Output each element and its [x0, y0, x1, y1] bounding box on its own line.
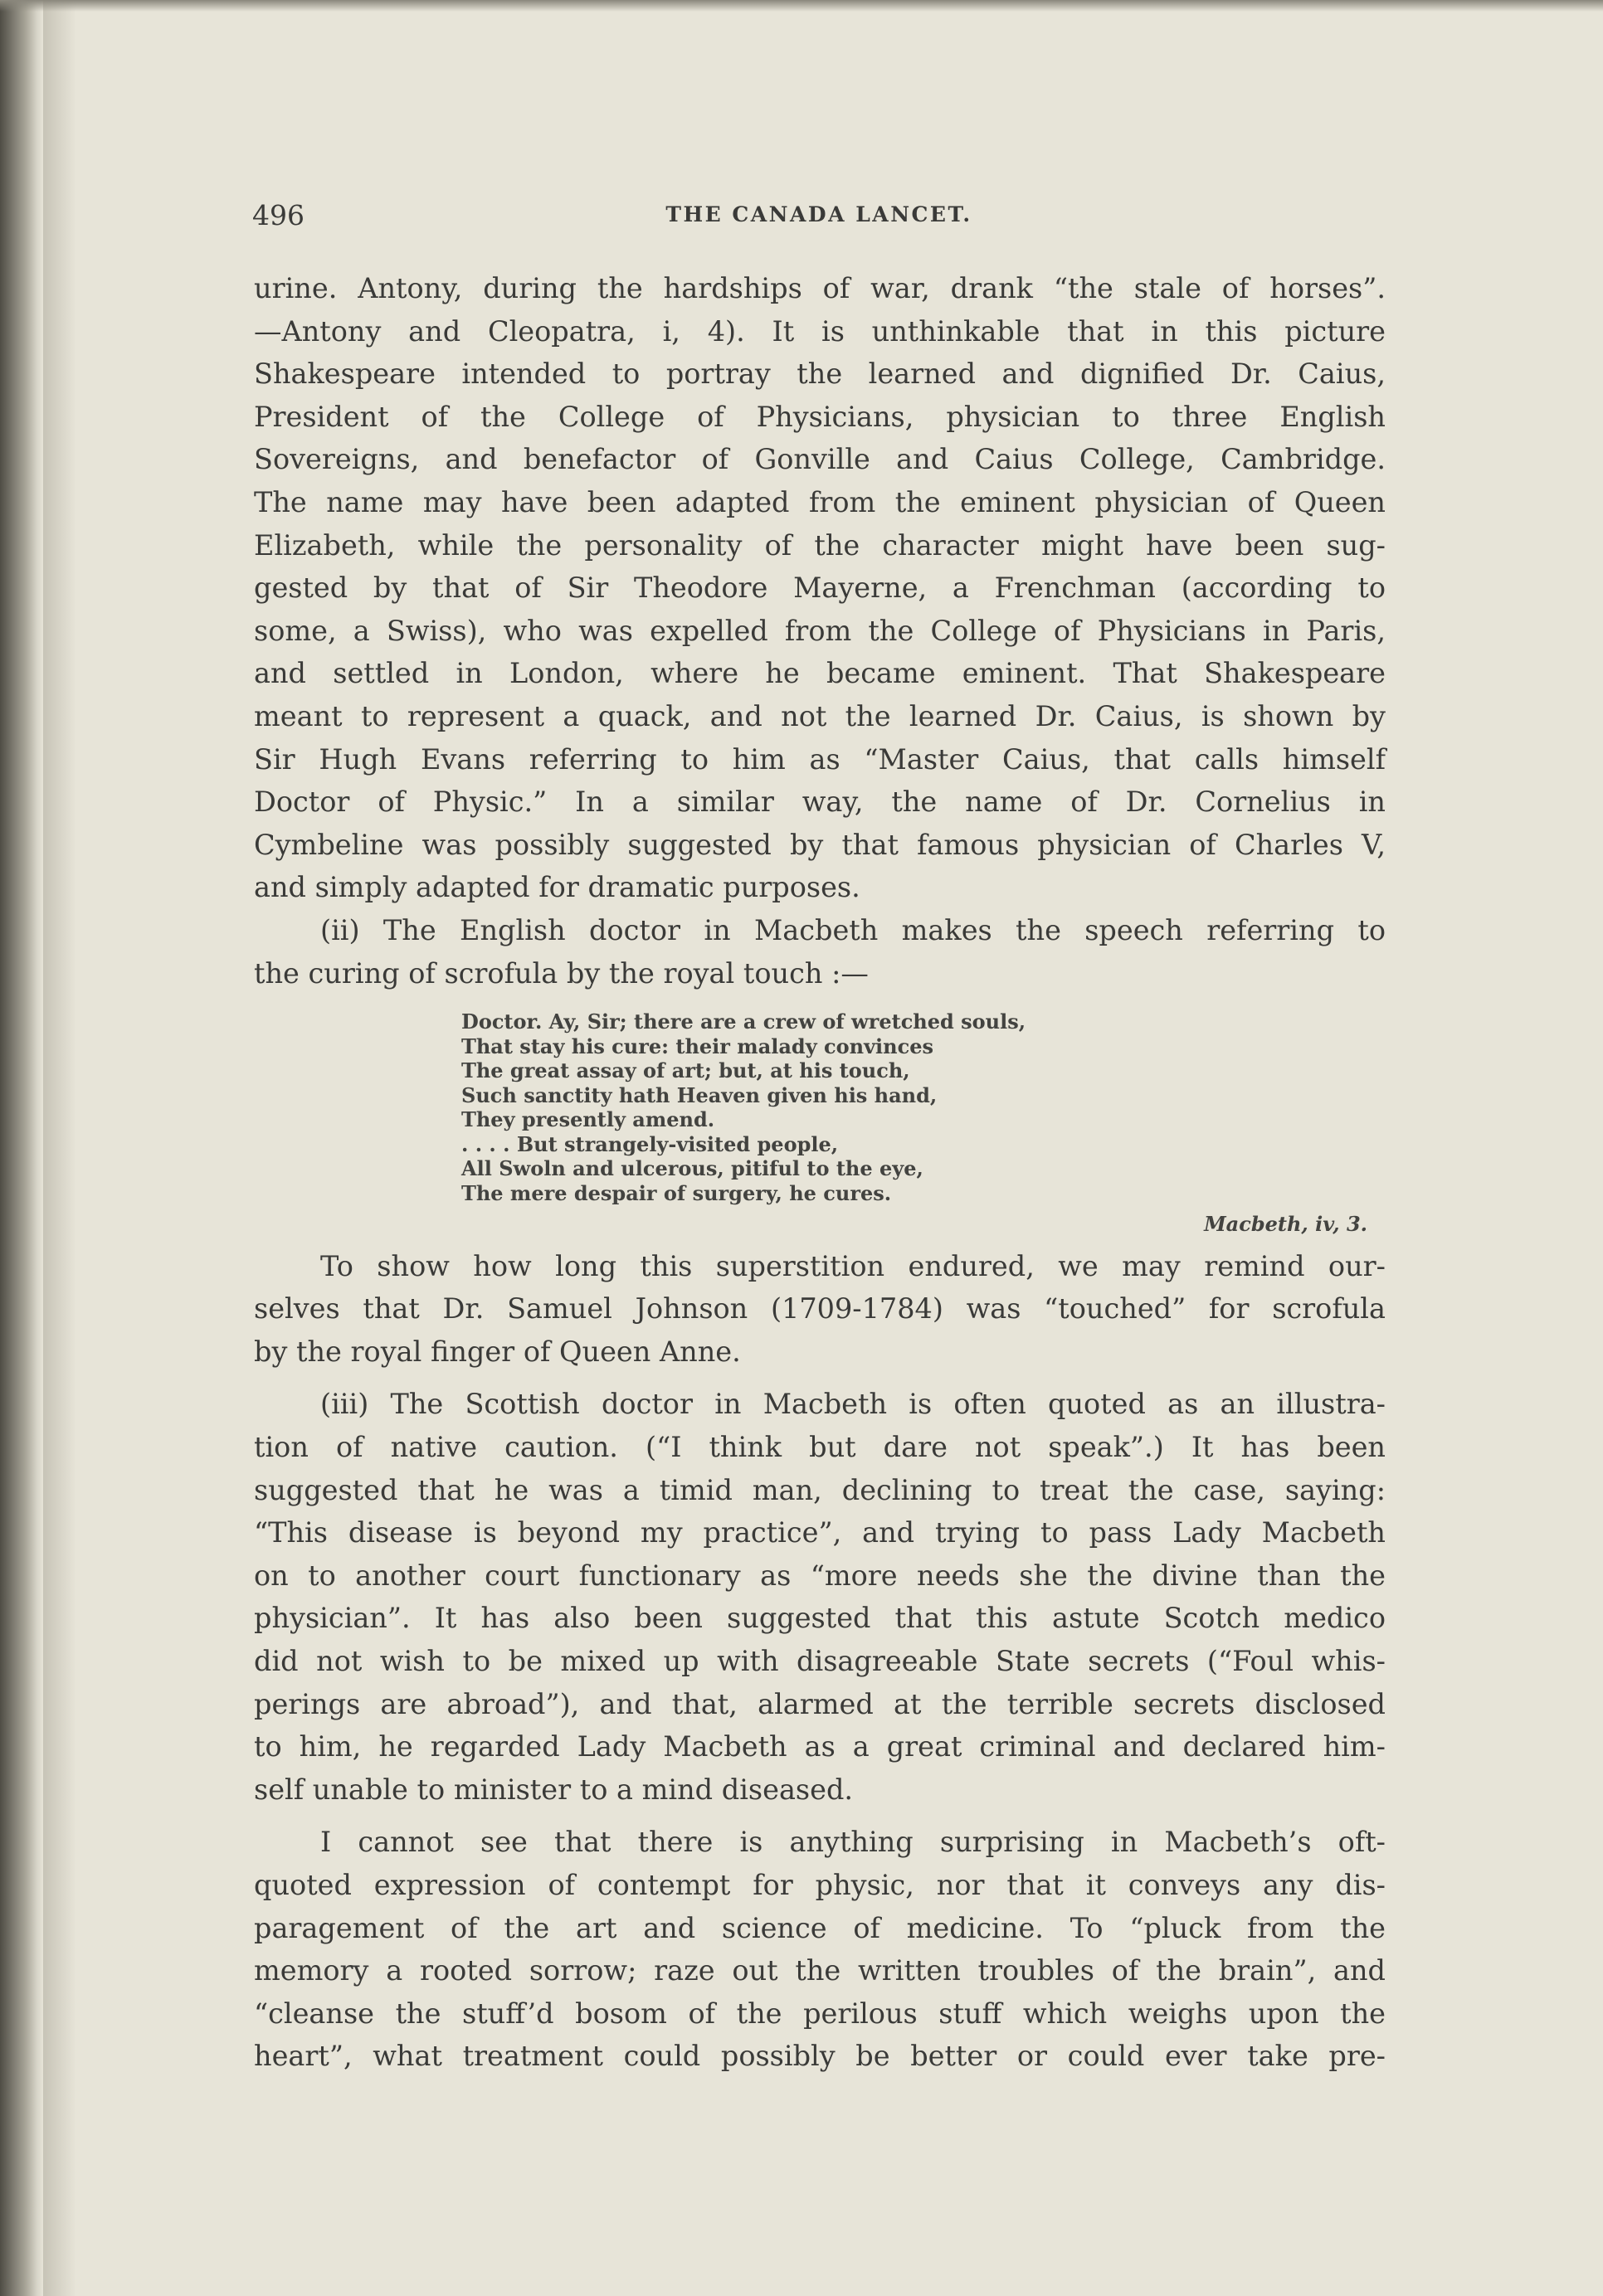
paragraph-4	[254, 1383, 1386, 1811]
quote-line: Doctor. Ay, Sir; there are a crew of wretched souls,	[461, 1009, 1026, 1034]
text-line: suggested that he was a timid man, declining to treat the case, saying:	[254, 1473, 1386, 1506]
text-line: did not wish to be mixed up with disagreeable State secrets (“Foul whis-	[254, 1644, 1386, 1677]
page-header	[252, 194, 1386, 244]
text-line: “cleanse the stuff’d bosom of the perilous stuff which weighs upon the	[254, 1997, 1386, 2030]
text-line: some, a Swiss), who was expelled from the College of Physicians in Paris,	[254, 614, 1386, 647]
text-line: (iii) The Scottish doctor in Macbeth is often quoted as an illustra-	[320, 1388, 1386, 1421]
text-line: —Antony and Cleopatra, i, 4). It is unthinkable that in this picture	[254, 314, 1386, 348]
quote-line: They presently amend.	[461, 1107, 715, 1132]
quote-line: The mere despair of surgery, he cures.	[461, 1180, 892, 1205]
text-line: paragement of the art and science of medicine. To “pluck from the	[254, 1911, 1386, 1944]
text-line: Elizabeth, while the personality of the character might have been sug-	[254, 528, 1386, 562]
paragraph-gap	[254, 1373, 1386, 1383]
text-line: President of the College of Physicians, physician to three English	[254, 400, 1386, 433]
text-line: urine. Antony, during the hardships of war, drank “the stale of horses”.	[254, 272, 1386, 304]
text-line: selves that Dr. Samuel Johnson (1709-1784) was “touched” for scrofula	[254, 1292, 1386, 1326]
quote-line: The great assay of art; but, at his touch,	[461, 1058, 910, 1083]
quote-line: All Swoln and ulcerous, pitiful to the eye,	[461, 1156, 923, 1181]
body-text	[254, 267, 1386, 2078]
text-line: (ii) The English doctor in Macbeth makes the speech referring to	[320, 913, 1386, 946]
text-line: and simply adapted for dramatic purposes.	[254, 871, 860, 904]
text-line: self unable to minister to a mind diseased.	[254, 1773, 854, 1806]
text-line: meant to represent a quack, and not the learned Dr. Caius, is shown by	[254, 699, 1386, 732]
paragraph-5	[254, 1821, 1386, 2078]
paragraph-gap	[254, 1811, 1386, 1821]
text-line: The name may have been adapted from the eminent physician of Queen	[254, 485, 1386, 518]
paragraph-1	[254, 267, 1386, 909]
paragraph-3	[254, 1245, 1386, 1374]
text-line: I cannot see that there is anything surprising in Macbeth’s oft-	[320, 1826, 1386, 1859]
text-line: Sovereigns, and benefactor of Gonville and Caius College, Cambridge.	[254, 443, 1386, 476]
text-line: Cymbeline was possibly suggested by that famous physician of Charles V,	[254, 828, 1386, 861]
quote-line: That stay his cure: their malady convinces	[461, 1034, 933, 1058]
gutter-shade	[43, 0, 76, 2296]
text-line: heart”, what treatment could possibly be better or could ever take pre-	[254, 2040, 1386, 2073]
book-binding-shadow	[0, 0, 43, 2296]
text-line: gested by that of Sir Theodore Mayerne, a Frenchman (according to	[254, 572, 1386, 605]
text-line: tion of native caution. (“I think but dare not speak”.) It has been	[254, 1430, 1386, 1463]
text-line: to him, he regarded Lady Macbeth as a great criminal and declared him-	[254, 1730, 1386, 1763]
text-line: the curing of scrofula by the royal touch :—	[254, 956, 869, 990]
block-quote	[461, 1009, 1386, 1237]
text-line: quoted expression of contempt for physic, nor that it conveys any dis-	[254, 1868, 1386, 1901]
text-line: To show how long this superstition endured, we may remind our-	[320, 1249, 1386, 1282]
text-line: perings are abroad”), and that, alarmed at the terrible secrets disclosed	[254, 1687, 1386, 1720]
text-line: Doctor of Physic.” In a similar way, the name of Dr. Cornelius in	[254, 786, 1386, 819]
text-line: Shakespeare intended to portray the learned and dignified Dr. Caius,	[254, 358, 1386, 391]
text-line: and settled in London, where he became eminent. That Shakespeare	[254, 657, 1386, 690]
page-number: 496	[252, 199, 305, 231]
page-top-edge	[0, 0, 1603, 12]
text-line: on to another court functionary as “more needs she the divine than the	[254, 1559, 1386, 1592]
quote-line: . . . . But strangely-visited people,	[461, 1131, 839, 1156]
text-line: physician”. It has also been suggested that this astute Scotch medico	[254, 1602, 1386, 1635]
quote-citation: Macbeth, iv, 3.	[1204, 1212, 1367, 1237]
text-line: “This disease is beyond my practice”, and trying to pass Lady Macbeth	[254, 1516, 1386, 1549]
text-line: by the royal finger of Queen Anne.	[254, 1335, 741, 1368]
text-line: Sir Hugh Evans referring to him as “Master Caius, that calls himself	[254, 742, 1386, 776]
running-title: THE CANADA LANCET.	[665, 202, 972, 226]
quote-line: Such sanctity hath Heaven given his hand,	[461, 1082, 938, 1107]
paragraph-2	[254, 909, 1386, 995]
text-line: memory a rooted sorrow; raze out the written troubles of the brain”, and	[254, 1954, 1386, 1987]
